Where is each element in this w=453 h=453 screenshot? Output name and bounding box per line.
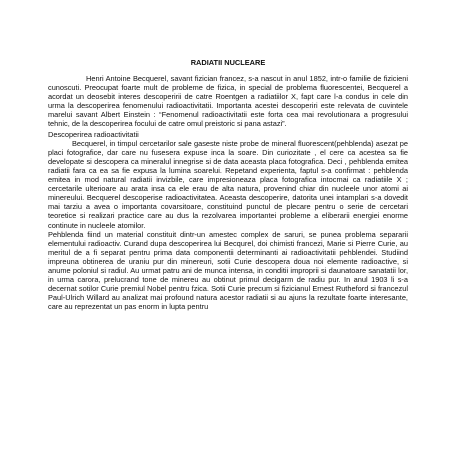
pehblenda-paragraph: Pehblenda fiind un material constituit dintr-un amestec complex de saruri, se punea problema separarii elementului radioactiv. Curand dupa descoperirea lui Becqurel, doi chimisti francezi, Marie si Pierre Curie, au meritul de a fi separat pentru prima data componentii determinanti ai radioactivitatii pehblendei. Studiind impreuna obtinerea de uraniu pur din minereuri, sotii Curie descopera doua noi elemente radioactive, si anume poloniul si radiul. Au urmat patru ani de munca intensa, in conditii improprii si daunatoare sanatatii lor, in urma carora, prelucrand tone de minereu au obtinut primul decigarm de radiu pur. In anul 1903 li s-a decernat sotilor Curie premiul Nobel pentru fzica. Sotii Curie precum si fizicianul Ernest Rutheford si francezul Paul-Ulrich Willard au analizat mai profound natura acestor radiatii si au ajuns la rezultate foarte interesante, care au reprezentat un pas enorm in lupta pentru xyxy=(48,229,408,312)
section-heading: Descoperirea radioactivitatii xyxy=(48,129,139,139)
document-page xyxy=(48,58,408,453)
intro-paragraph: Henri Antoine Becquerel, savant fizician francez, s-a nascut in anul 1852, intr-o familie de fizicieni cunoscuti. Preocupat foarte mult de probleme de fizica, in special de problema fluorescentei, Becquerel a acordat un deosebit interes descoperirii de catre Roentgen a radiatiilor X, fapt care l-a condus in cele din urma la descoperirea fenomenului radioactivitatii. Importanta acestei descoperiri este relevata de cuvintele marelui savant Albert Einstein : “Fenomenul radioactivitatii este forta cea mai revolutionara a progresului tehnic, de la descoperirea focului de catre omul preistoric si pana astazi”. xyxy=(48,74,408,129)
document-title: RADIATII NUCLEARE xyxy=(190,58,266,67)
discovery-paragraph: Becquerel, in timpul cercetarilor sale gaseste niste probe de mineral fluorescent(pehblenda) asezat pe placi fotografice, dar care nu fusesera expuse inca la soare. Din curiozitate , el cere ca acestea sa fie developate si descopera ca mineralul innegrise si de data aceasta placa fotografica. Deci , pehblenda emitea radiatii fara ca ea sa fie expusa la lumina soarelui. Repetand experienta, faptul s-a confirmat : pehblenda emitea in mod natural radiatii invizbile, care impresioneaza placa fotografica intocmai ca radiatiile X ; cercetarile ulterioare au arata insa ca ele erau de alta natura, provenind chiar din nucleele unor atomi ai minereului. Becquerel descoperise radioactivitatea. Aceasta descoperire, datorita unei intamplari s-a dovedit mai tarziu a avea o importanta covarsitoare, constituind punctul de plecare pentru o serie de cercetari teoretice si realizari practice care au dus la rezolvarea importantei probleme a eliberarii energiei enorme continute in nucleele atomilor. xyxy=(48,138,408,230)
